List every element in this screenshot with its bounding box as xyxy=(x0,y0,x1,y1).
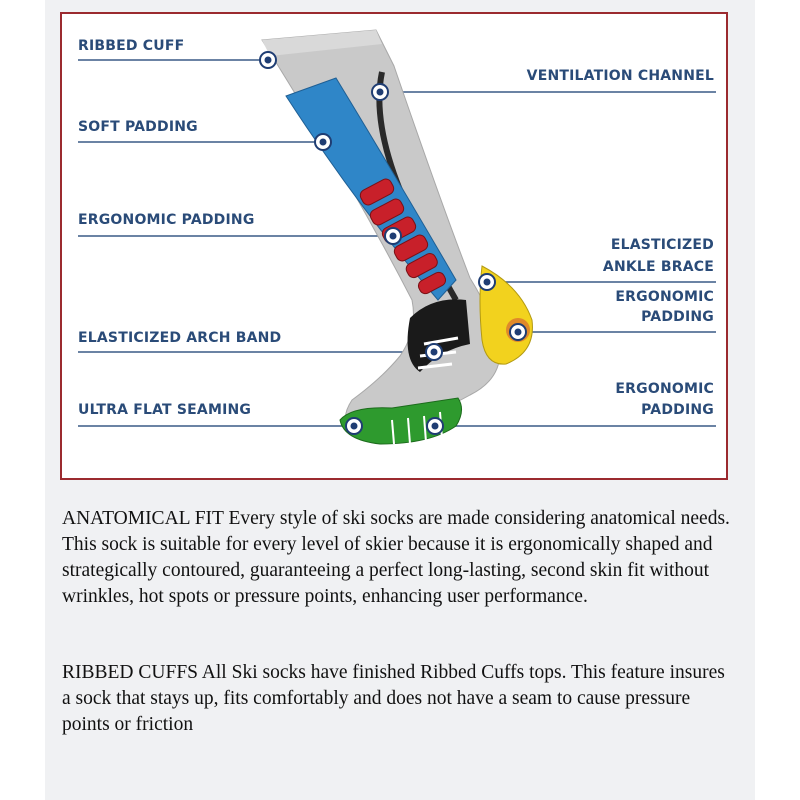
label-ergonomic-toe-line1: ERGONOMIC xyxy=(615,381,714,397)
label-ventilation-channel: VENTILATION CHANNEL xyxy=(526,68,714,84)
anatomical-fit-paragraph: ANATOMICAL FIT Every style of ski socks are made considering anatomical needs. This sock is suitable for every level of skier because it is ergonomically shaped and strategically contoured, guaranteeing a perfect long-lasting, second skin fit without wrinkles, hot spots or pressure points, enhancing user performance. xyxy=(62,508,730,607)
label-ankle-brace-line1: ELASTICIZED xyxy=(610,237,714,253)
label-ergonomic-toe-line2: PADDING xyxy=(641,402,714,418)
label-ergonomic-heel-line2: PADDING xyxy=(641,309,714,325)
label-soft-padding: SOFT PADDING xyxy=(78,119,198,135)
label-ergonomic-heel-line1: ERGONOMIC xyxy=(615,289,714,305)
label-elasticized-arch-band: ELASTICIZED ARCH BAND xyxy=(78,330,282,346)
label-ultra-flat-seaming: ULTRA FLAT SEAMING xyxy=(78,402,252,418)
label-ankle-brace-line2: ANKLE BRACE xyxy=(602,259,714,275)
ribbed-cuffs-paragraph: RIBBED CUFFS All Ski socks have finished Ribbed Cuffs tops. This feature insures a sock that stays up, fits comfortably and does not have a seam to cause pressure points or friction xyxy=(62,662,725,735)
label-ribbed-cuff: RIBBED CUFF xyxy=(78,38,185,54)
label-ergonomic-padding-left: ERGONOMIC PADDING xyxy=(78,212,255,228)
